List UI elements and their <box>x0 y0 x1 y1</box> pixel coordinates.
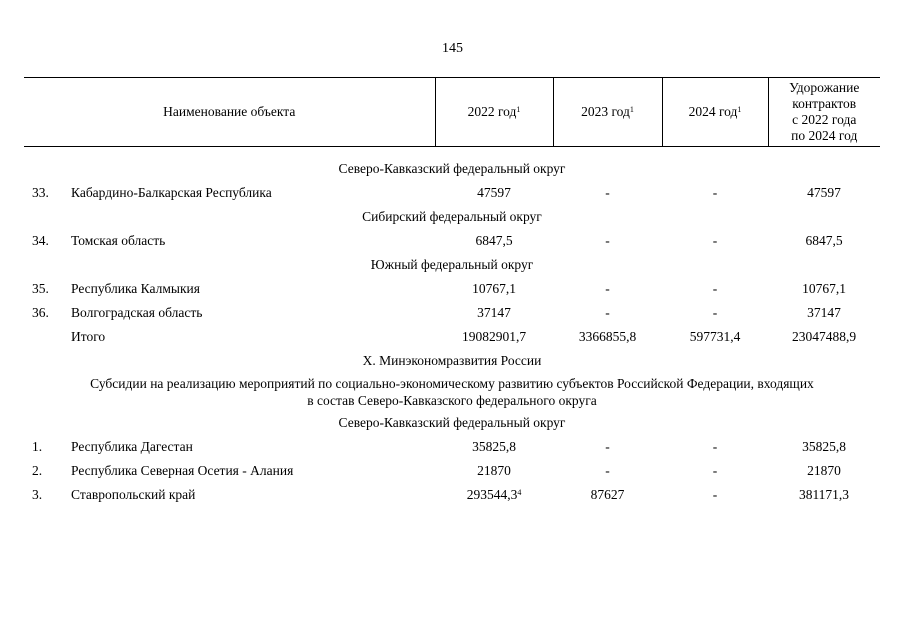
section-heading: Северо-Кавказский федеральный округ <box>338 415 566 430</box>
section-heading: Сибирский федеральный округ <box>362 209 542 224</box>
header-name: Наименование объекта <box>24 78 435 147</box>
header-cost-increase: Удорожание контрактов с 2022 года по 2024 год <box>768 78 880 147</box>
section-heading: Южный федеральный округ <box>370 257 534 272</box>
header-2022: 2022 год$^1$ <box>435 78 553 147</box>
budget-table <box>24 77 880 507</box>
table-row: 1. Республика Дагестан 35825,8 - - 35825,8 <box>32 439 846 454</box>
total-row: Итого 19082901,7 3366855,8 597731,4 23047488,9 <box>71 329 857 344</box>
subsidy-description: Субсидии на реализацию мероприятий по социально-экономическому развитию субъектов Российской Федерации, входящих в состав Северо-Кавказского федерального округа <box>90 376 814 408</box>
header-2023: 2023 год$^1$ <box>553 78 662 147</box>
table-header <box>24 78 880 147</box>
table-row: 3. Ставропольский край 293544,3$^4$ 87627 - 381171,3 <box>32 487 850 502</box>
table-row: 33. Кабардино-Балкарская Республика 47597 - - 47597 <box>32 185 841 200</box>
footnote-mark: 4 <box>517 488 522 497</box>
table-row: 34. Томская область 6847,5 - - 6847,5 <box>32 233 843 248</box>
table-row: 36. Волгоградская область 37147 - - 37147 <box>32 305 841 320</box>
section-heading: Северо-Кавказский федеральный округ <box>338 161 566 176</box>
ministry-heading: X. Минэкономразвития России <box>362 353 542 368</box>
header-2024: 2024 год$^1$ <box>662 78 768 147</box>
table-row: 2. Республика Северная Осетия - Алания 21870 - - 21870 <box>32 463 841 478</box>
table-row: 35. Республика Калмыкия 10767,1 - - 10767,1 <box>32 281 846 296</box>
page-number: 145 <box>442 41 463 56</box>
